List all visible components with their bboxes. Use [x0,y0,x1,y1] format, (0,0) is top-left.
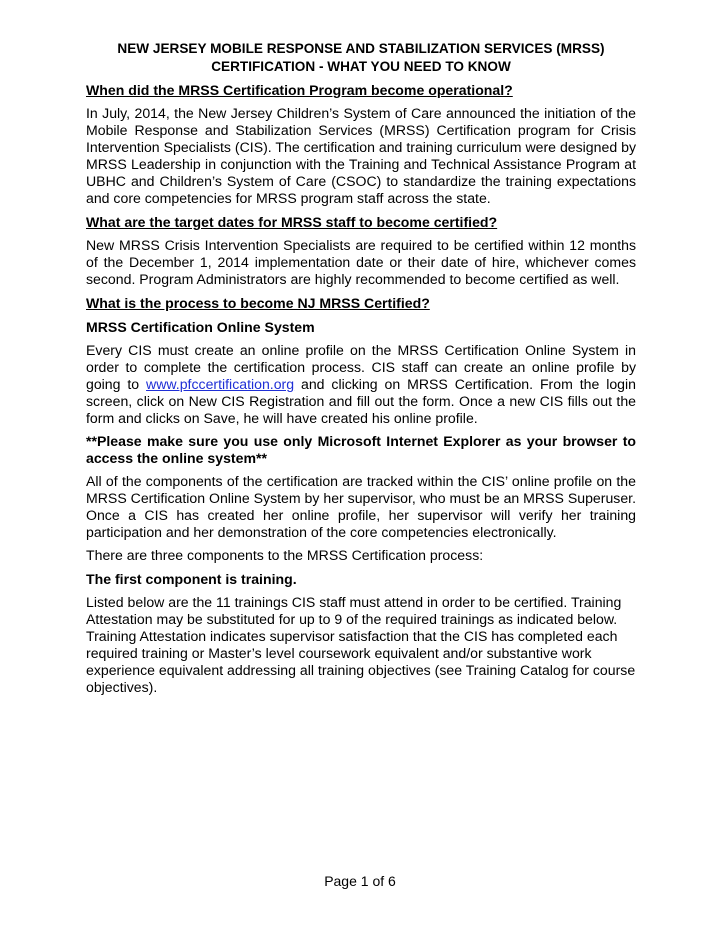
subheading-first-component: The first component is training. [86,571,297,587]
paragraph-online-profile [86,342,636,427]
paragraph-three-components: There are three components to the MRSS Certification process: [86,547,484,563]
paragraph-supervisor-tracking: All of the components of the certification are tracked within the CIS’ online profile on the MRSS Certification Online System by her supervisor, who must be an MRSS Superuser. Once a CIS has created her online profile, her supervisor will verify her training participation and her demonstration of the core competencies electronically. [86,473,636,540]
question-heading-operational: When did the MRSS Certification Program become operational? [86,82,513,98]
paragraph-target-dates: New MRSS Crisis Intervention Specialists are required to be certified within 12 months of the December 1, 2014 implementation date or their date of hire, whichever comes second. Program Administrators are highly recommended to become certified as well. [86,237,636,287]
pfc-certification-link[interactable]: www.pfccertification.org [146,376,295,392]
page-number: Page 1 of 6 [324,873,396,889]
document-page [86,40,636,702]
browser-note: **Please make sure you use only Microsoft Internet Explorer as your browser to access the online system** [86,433,636,466]
question-heading-target-dates: What are the target dates for MRSS staff to become certified? [86,214,498,230]
paragraph-online-profile-text-2: and clicking on MRSS Certification. From the login screen, click on New CIS Registration and fill out the form. Once a new CIS fills out the form and clicks on Save, he will have created his online profile. [86,376,636,426]
paragraph-program-intro: In July, 2014, the New Jersey Children’s System of Care announced the initiation of the Mobile Response and Stabilization Services (MRSS) Certification program for Crisis Intervention Specialists (CIS). The certification and training curriculum were designed by MRSS Leadership in conjunction with the Training and Technical Assistance Program at UBHC and Children’s System of Care (CSOC) to standardize the training expectations and core competencies for MRSS program staff across the state. [86,105,636,206]
document-title [86,40,636,76]
subheading-online-system: MRSS Certification Online System [86,319,315,335]
title-line-1: NEW JERSEY MOBILE RESPONSE AND STABILIZATION SERVICES (MRSS) [117,41,605,56]
paragraph-trainings: Listed below are the 11 trainings CIS staff must attend in order to be certified. Training Attestation may be substituted for up to 9 of the required trainings as indicated below. Training Attestation indicates supervisor satisfaction that the CIS has completed each required training or Master’s level coursework equivalent and/or substantive work experience equivalent addressing all training objectives (see Training Catalog for course objectives). [86,594,636,695]
paragraph-online-profile-text-1: Every CIS must create an online profile on the MRSS Certification Online System in order to complete the certification process. CIS staff can create an online profile by going to [86,342,636,392]
question-heading-process: What is the process to become NJ MRSS Certified? [86,295,430,311]
title-line-2: CERTIFICATION - WHAT YOU NEED TO KNOW [211,59,511,74]
